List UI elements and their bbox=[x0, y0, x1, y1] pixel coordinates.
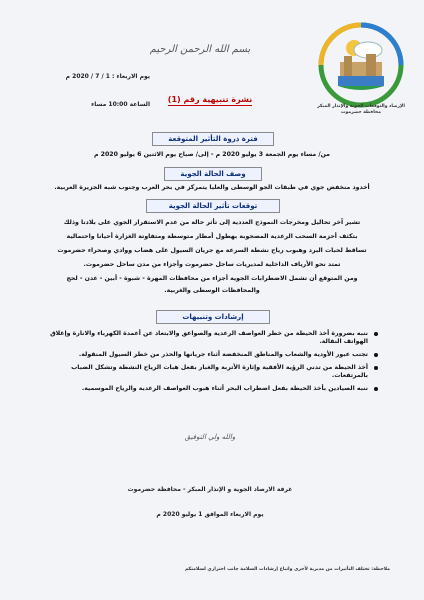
logo-caption bbox=[306, 104, 416, 116]
section-weather-title: وصف الحالة الجوية bbox=[164, 167, 262, 181]
forecast-line: والمحافظات الوسطى والغربية. bbox=[164, 287, 260, 294]
section-guidance-title: إرشادات وتنبيهات bbox=[156, 310, 270, 324]
guidance-item: أخذ الحيطة من تدني الرؤية الأفقية وإثارة الأتربة والغبار بفعل هبات الرياح النشطة وتشكل الضباب بالمرتفعات. bbox=[48, 364, 378, 380]
basmala: بسم الله الرحمن الرحيم bbox=[149, 44, 251, 55]
issue-time: الساعة 10:00 مساء bbox=[91, 101, 150, 108]
footer-date: يوم الاربعاء الموافق 1 يوليو 2020 م bbox=[156, 511, 264, 518]
section-peak-title: فترة ذروة التأثير المتوقعة bbox=[152, 132, 274, 146]
forecast-line: تشير آخر تحاليل ومخرجات النموذج العددية إلى تأثر حالة من عدم الاستقرار الجوي على بلادنا وذلك bbox=[63, 219, 361, 226]
logo-caption-line: محافظة حضرموت bbox=[341, 110, 381, 115]
guidance-item: تجنب عبور الأودية والشعاب والمناطق المنخفضة أثناء جريانها والحذر من خطر السيول المنقولة. bbox=[48, 351, 378, 359]
bulletin-title-text: نشرة تنبيهية رقم (1) bbox=[167, 95, 253, 104]
issue-date: يوم الاربعاء : 1 / 7 / 2020 م bbox=[65, 73, 150, 80]
forecast-line: ومن المتوقع أن تشمل الاضطرابات الجوية أجزاء من محافظات المهرة - شبوة - أبين - عدن - لحج bbox=[66, 275, 358, 282]
weather-description-text: أخدود منخفض جوي في طبقات الجو الوسطى والعليا يتمركز في بحر العرب وجنوب شبه الجزيرة العربية. bbox=[54, 184, 370, 191]
footer-organization: غرفة الارصاد الجوية و الإنذار المبكر - محافظة حضرموت bbox=[127, 486, 293, 493]
footer-note: ملاحظة: تختلف التأثيرات من مديرية لأخرى واتباع إرشادات السلامة جانب احترازي لسلامتكم bbox=[184, 567, 390, 572]
logo-caption-line: الإرصاد والتوقعات الجوية والإنذار المبكر bbox=[317, 104, 405, 109]
guidance-item: ننبه الصيادين بأخذ الحيطة بفعل اضطراب البحر أثناء هبوب العواصف الرعدية والرياح الموسمية. bbox=[48, 385, 378, 393]
forecast-line: بتكثف أحزمة السحب الرعدية المصحوبة بهطول أمطار متوسطة ومتفاوتة الغزارة أحيانا واحتمالية bbox=[66, 233, 358, 240]
forecast-line: تمتد نحو الأرياف الداخلية لمديريات ساحل حضرموت وأجزاء من مدن ساحل حضرموت. bbox=[83, 261, 341, 268]
forecast-text bbox=[20, 219, 404, 295]
peak-period-text: من/ مساء يوم الجمعة 3 يوليو 2020 م - إلى/ صباح يوم الاثنين 6 يوليو 2020 م bbox=[93, 151, 331, 158]
guidance-item: ننبه بضرورة أخذ الحيطة من خطر العواصف الرعدية والصواعق والابتعاد عن أعمدة الكهرباء والانارة وإغلاق الهواتف النقالة. bbox=[48, 330, 378, 346]
met-logo-icon bbox=[318, 22, 404, 108]
section-forecast-title: توقعات تأثير الحالة الجوية bbox=[146, 199, 280, 213]
guidance-list bbox=[48, 330, 378, 398]
signoff: والله ولي التوفيق bbox=[184, 433, 236, 441]
forecast-line: تساقط لحبات البرد وهبوب رياح نشطة السرعة مع جريان السيول على هضاب ووادي وصحراء حضرموت bbox=[57, 247, 367, 254]
bulletin-title bbox=[140, 95, 280, 104]
